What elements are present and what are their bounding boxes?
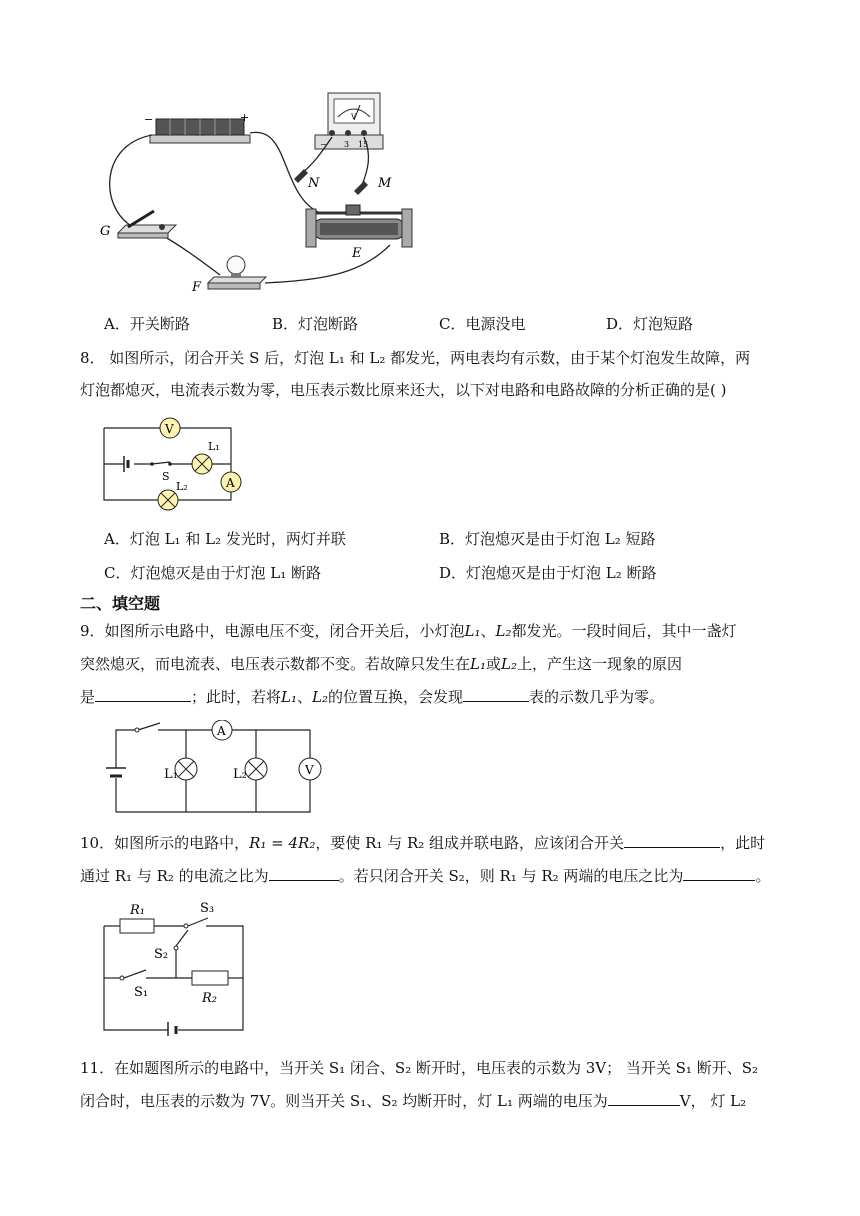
q8-option-c[interactable]: C．灯泡熄灭是由于灯泡 L₁ 断路 [104, 564, 321, 582]
q10-battery-icon [168, 1022, 176, 1036]
q9-blank-2[interactable] [463, 686, 529, 702]
label-g: G [100, 224, 111, 239]
q10-line-1 [80, 832, 765, 854]
q9-blank-1[interactable] [95, 686, 191, 702]
q8-option-d[interactable]: D．灯泡熄灭是由于灯泡 L₂ 断路 [439, 564, 657, 582]
label-f: F [192, 280, 202, 295]
voltmeter-15-label: 15 [358, 140, 369, 149]
q9-sep-2: 、 [297, 688, 313, 706]
q10-formula: R₁ = 4R₂ [249, 834, 316, 852]
rheostat-icon [306, 205, 412, 247]
voltmeter-3-label: 3 [344, 140, 350, 149]
label-e: E [352, 246, 362, 261]
q10-line-2 [80, 865, 770, 887]
q8-circuit-figure [96, 414, 256, 514]
q10-line1-text-c: ，此时 [720, 834, 766, 852]
q8-switch-label: S [162, 470, 170, 483]
q10-s3-label: S₃ [200, 901, 215, 916]
q9-lamp-l1-icon [175, 758, 197, 780]
q9-l2-var-2: L₂ [501, 655, 517, 673]
q9-ammeter-label: A [217, 724, 226, 738]
q10-line1-text-a: 10．如图所示的电路中， [80, 834, 250, 852]
q9-l2-label: L₂ [233, 767, 247, 782]
q10-line2-text-c: 。 [755, 867, 771, 885]
q10-blank-2[interactable] [269, 865, 339, 881]
section-2-title: 二、填空题 [80, 594, 161, 613]
q7-option-d[interactable]: D．灯泡短路 [606, 315, 694, 333]
switch-icon [118, 211, 176, 238]
q9-l1-var: L₁ [464, 622, 481, 640]
q9-lamp-l2-icon [245, 758, 267, 780]
q11-line-1: 11．在如题图所示的电路中，当开关 S₁ 闭合、S₂ 断开时，电压表的示数为 3V； 当开关 S₁ 断开、S₂ [80, 1059, 758, 1077]
q9-l1-label: L₁ [164, 767, 178, 782]
q9-l1-var-3: L₁ [281, 688, 298, 706]
q11-line2-text-a: 闭合时，电压表的示数为 7V。则当开关 S₁、S₂ 均断开时，灯 L₁ 两端的电压为 [80, 1092, 608, 1110]
q8-l2-label: L₂ [176, 480, 188, 493]
battery-plus-label: + [240, 111, 250, 124]
q9-or: 或 [486, 655, 502, 673]
q7-option-c[interactable]: C．电源没电 [439, 315, 526, 333]
q9-voltmeter-label: V [305, 763, 314, 777]
clip-n-icon [294, 169, 308, 183]
q8-option-a[interactable]: A．灯泡 L₁ 和 L₂ 发光时，两灯并联 [104, 530, 346, 548]
q9-l2-var-3: L₂ [312, 688, 329, 706]
q10-switch-s3-icon [184, 918, 208, 928]
q11-line2-text-b: V， 灯 L₂ [679, 1092, 747, 1110]
q9-line3-text-a: 是 [80, 688, 96, 706]
q11-line-2 [80, 1090, 746, 1112]
q9-sep: 、 [480, 622, 496, 640]
q9-line-2 [80, 653, 682, 675]
q9-l1-var-2: L₁ [470, 655, 486, 673]
q10-blank-1[interactable] [624, 832, 720, 848]
q9-line3-text-b: ；此时，若将 [191, 688, 282, 706]
q10-r2-icon [192, 971, 228, 985]
q9-line-3 [80, 686, 664, 708]
battery-minus-label: − [144, 113, 154, 126]
q11-blank-1[interactable] [608, 1090, 680, 1106]
q8-lamp-l2-icon [158, 490, 178, 510]
q10-switch-s1-icon [120, 970, 146, 980]
q10-s2-label: S₂ [154, 947, 169, 962]
q9-line3-text-d: 表的示数几乎为零。 [529, 688, 665, 706]
q10-line2-text-a: 通过 R₁ 与 R₂ 的电流之比为 [80, 867, 269, 885]
voltmeter-v-label: V [351, 113, 357, 121]
q9-line-1 [80, 620, 737, 642]
q10-line2-text-b: 。若只闭合开关 S₂，则 R₁ 与 R₂ 两端的电压之比为 [338, 867, 684, 885]
q9-line2-text-b: 上，产生这一现象的原因 [517, 655, 683, 673]
q8-voltmeter-label: V [165, 422, 174, 436]
q8-line-2: 灯泡都熄灭，电流表示数为零，电压表示数比原来还大，以下对电路和电路故障的分析正确的是( ) [80, 381, 727, 399]
clip-m-icon [354, 181, 368, 195]
battery-icon [150, 119, 250, 143]
q10-r1-label: R₁ [130, 903, 145, 918]
q10-switch-s2-icon [174, 930, 188, 950]
q9-line2-text-a: 突然熄灭，而电流表、电压表示数都不变。若故障只发生在 [80, 655, 471, 673]
q10-s1-label: S₁ [134, 985, 149, 1000]
q10-circuit-figure [96, 898, 256, 1036]
q7-option-b[interactable]: B．灯泡断路 [272, 315, 359, 333]
q10-blank-3[interactable] [683, 865, 755, 881]
voltmeter-neg-label: − [320, 140, 327, 149]
label-n: N [308, 176, 320, 191]
q7-option-a[interactable]: A．开关断路 [104, 315, 190, 333]
q8-line-1: 8． 如图所示，闭合开关 S 后，灯泡 L₁ 和 L₂ 都发光，两电表均有示数，由于某个灯泡发生故障，两 [80, 349, 751, 367]
q8-ammeter-label: A [226, 476, 235, 490]
q10-line1-text-b: ，要使 R₁ 与 R₂ 组成并联电路，应该闭合开关 [315, 834, 625, 852]
q8-option-b[interactable]: B．灯泡熄灭是由于灯泡 L₂ 短路 [439, 530, 656, 548]
apparatus-figure [90, 85, 430, 300]
q8-lamp-l1-icon [192, 454, 212, 474]
q9-l2-var: L₂ [495, 622, 512, 640]
q10-r1-icon [120, 919, 154, 933]
q9-line3-text-c: 的位置互换，会发现 [328, 688, 464, 706]
q9-line1-text-b: 都发光。一段时间后，其中一盏灯 [511, 622, 737, 640]
label-m: M [378, 176, 392, 191]
q8-l1-label: L₁ [208, 440, 220, 453]
q9-line1-text-a: 9．如图所示电路中，电源电压不变，闭合开关后，小灯泡 [80, 622, 465, 640]
q10-r2-label: R₂ [202, 991, 217, 1006]
q9-circuit-figure [100, 720, 330, 820]
